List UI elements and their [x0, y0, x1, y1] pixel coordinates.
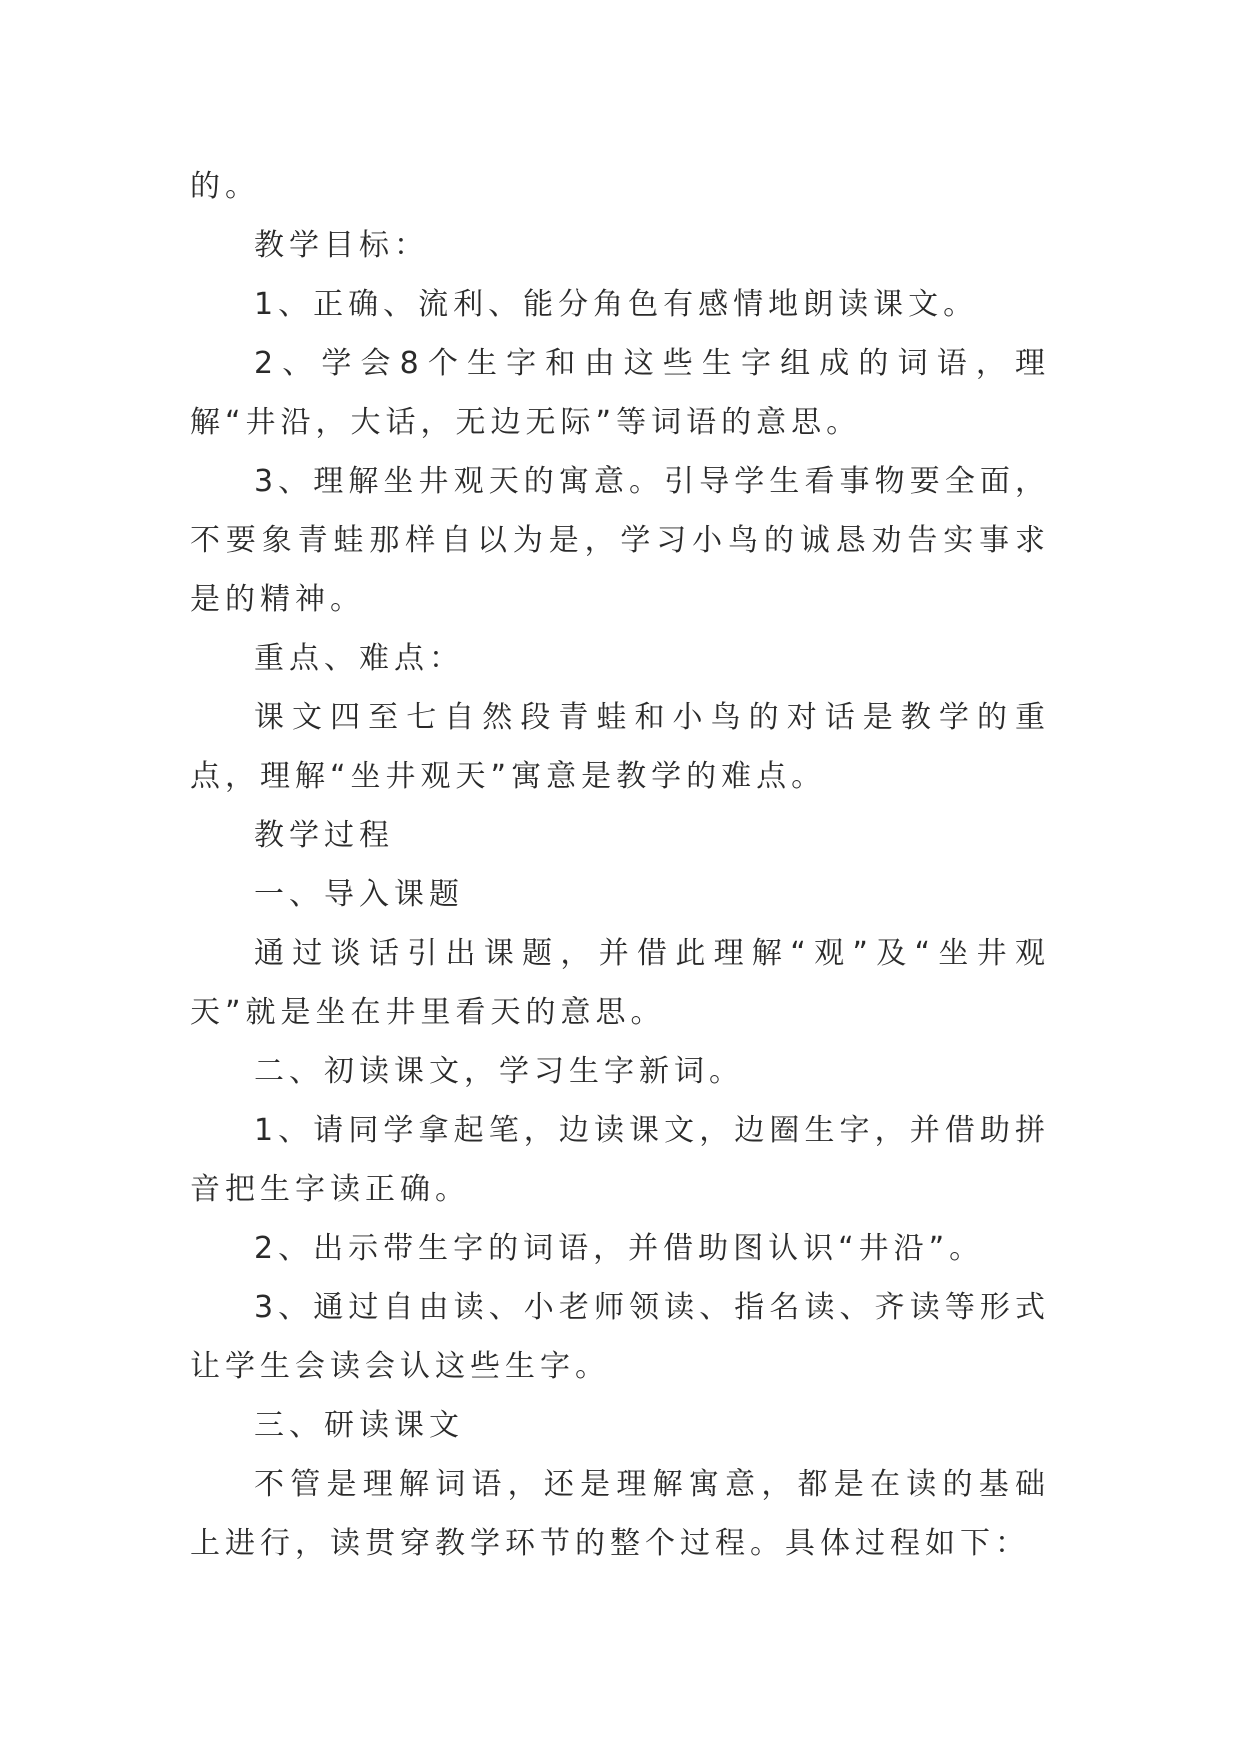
section-one-title: 一、导入课题 [254, 877, 464, 912]
section-two-item-2: 2、出示带生字的词语，并借助图认识“井沿”。 [254, 1231, 985, 1266]
section-two-item-1: 1、请同学拿起笔，边读课文，边圈生字，并借助拼音把生字读正确。 [190, 1113, 1050, 1207]
goal-item-1: 1、正确、流利、能分角色有感情地朗读课文。 [254, 287, 979, 322]
section-one-paragraph: 通过谈话引出课题，并借此理解“观”及“坐井观天”就是坐在井里看天的意思。 [190, 936, 1050, 1030]
heading-teaching-goals: 教学目标： [254, 228, 429, 263]
section-two-title: 二、初读课文，学习生字新词。 [254, 1054, 744, 1089]
key-points-paragraph: 课文四至七自然段青蛙和小鸟的对话是教学的重点，理解“坐井观天”寓意是教学的难点。 [190, 700, 1050, 794]
document-body [190, 157, 1050, 1573]
section-three-title: 三、研读课文 [254, 1408, 464, 1443]
section-three-paragraph: 不管是理解词语，还是理解寓意，都是在读的基础上进行，读贯穿教学环节的整个过程。具体过程如下： [190, 1467, 1050, 1561]
heading-key-difficult-points: 重点、难点： [254, 641, 464, 676]
goal-item-3: 3、理解坐井观天的寓意。引导学生看事物要全面，不要象青蛙那样自以为是，学习小鸟的诚恳劝告实事求是的精神。 [190, 464, 1050, 617]
goal-item-2: 2、学会8个生字和由这些生字组成的词语，理解“井沿，大话，无边无际”等词语的意思。 [190, 346, 1050, 440]
paragraph-continuation: 的。 [190, 169, 260, 204]
section-two-item-3: 3、通过自由读、小老师领读、指名读、齐读等形式让学生会读会认这些生字。 [190, 1290, 1050, 1384]
heading-teaching-process: 教学过程 [254, 818, 394, 853]
